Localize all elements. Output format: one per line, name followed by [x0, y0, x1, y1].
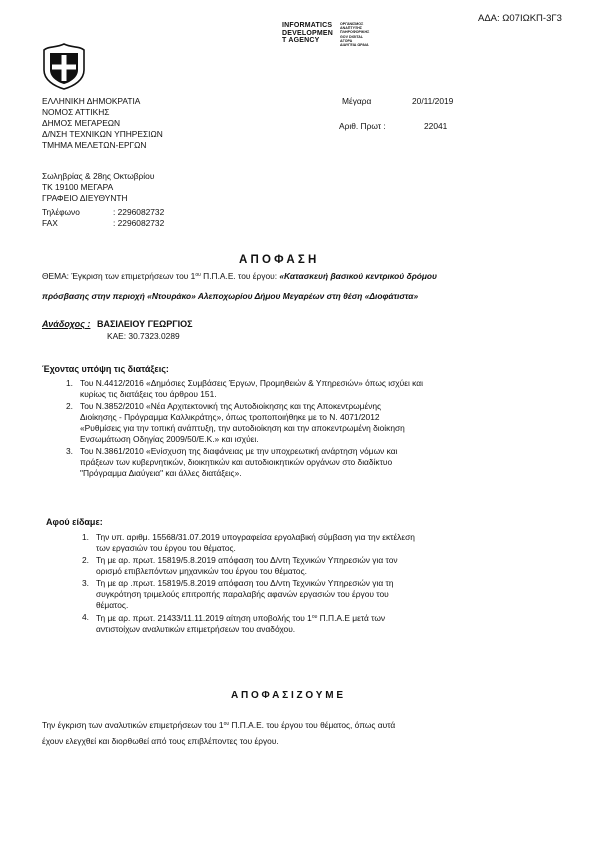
address-street: Σωληβρίας & 28ης Οκτωβρίου: [42, 171, 155, 181]
logo-small-4: GOV DIGITAL: [340, 34, 364, 39]
ada-number: ΑΔΑ: Ω07ΙΩΚΠ-3Γ3: [478, 13, 562, 24]
logo-line-3: T AGENCY: [282, 37, 320, 45]
subject-project-1: «Κατασκευή βασικού κεντρικού δρόμου: [279, 271, 437, 281]
provisions-heading: Έχοντας υπόψη τις διατάξεις:: [42, 364, 169, 374]
decision-sup: ου: [223, 721, 230, 727]
considering-text: θέματος.: [96, 600, 129, 610]
contractor-line: [42, 318, 193, 330]
decision-title: Α Π Ο Φ Α Σ Ι Ζ Ο Υ Μ Ε: [231, 690, 343, 701]
decision-line-1: [42, 719, 395, 731]
decision-pre: Την έγκριση των αναλυτικών επιμετρήσεων του 1: [42, 720, 224, 730]
considering-number: 4.: [82, 612, 89, 622]
fax-value: : 2296082732: [113, 218, 165, 228]
considering-list: [82, 532, 415, 635]
logo-small-5: ΑΓΟΡΑ: [340, 38, 353, 43]
logo-small-6: ΔΙΑΥΓΕΙΑ ΩΡΑΙΑ: [340, 43, 369, 48]
considering-number: 1.: [82, 532, 89, 542]
considering-text: Τη με αρ .πρωτ. 15819/5.8.2019 απόφαση του Δ/ντη Τεχνικών Υπηρεσιών για τη: [96, 578, 394, 588]
logo-line-1: INFORMATICS: [282, 22, 333, 29]
contractor-name: ΒΑΣΙΛΕΙΟΥ ΓΕΩΡΓΙΟΣ: [96, 319, 193, 329]
provisions-list: [66, 378, 423, 479]
considering-text-post: Π.Π.Α.Ε μετά των: [317, 613, 386, 623]
contractor-kae: ΚΑΕ: 30.7323.0289: [107, 331, 180, 341]
considering-text: Τη με αρ. πρωτ. 15819/5.8.2019 απόφαση του Δ/ντη Τεχνικών Υπηρεσιών για τον: [96, 555, 398, 565]
provision-text: πράξεων των κυβερνητικών, διοικητικών και αυτοδιοικητικών οργάνων στο διαδίκτυο: [80, 457, 393, 467]
subject-project-2: πρόσβασης στην περιοχή «Ντουράκο» Αλεποχωρίου Δήμου Μεγαρέων στη θέση «Διοφάτιστα»: [42, 291, 419, 301]
header-date: 20/11/2019: [412, 96, 454, 106]
decision-line-2: έχουν ελεγχθεί και διορθωθεί από τους επιβλέποντες του έργου.: [42, 736, 279, 746]
header-country: ΕΛΛΗΝΙΚΗ ΔΗΜΟΚΡΑΤΙΑ: [42, 96, 141, 106]
logo-small-3: ΠΛΗΡΟΦΟΡΙΚΗΣ: [340, 30, 370, 35]
considering-text: αντιστοίχων αναλυτικών επιμετρήσεων του αναδόχου.: [96, 624, 296, 634]
provision-text: Διοίκησης - Πρόγραμμα Καλλικράτης», όπως τροποποιήθηκε με το Ν. 4071/2012: [80, 412, 380, 422]
ida-logo: [282, 22, 370, 48]
subject-prefix: ΘΕΜΑ: Έγκριση των επιμετρήσεων του 1: [42, 271, 196, 281]
subject-sup: ου: [195, 272, 201, 278]
fax-label: FAX: [42, 218, 58, 228]
considering-sup: ου: [311, 614, 318, 620]
provision-number: 3.: [66, 446, 73, 456]
subject-middle: Π.Π.Α.Ε. του έργου:: [200, 271, 280, 281]
header-municipality: ΔΗΜΟΣ ΜΕΓΑΡΕΩΝ: [42, 118, 121, 128]
provision-text: «Ρυθμίσεις για την τοπική ανάπτυξη, την αυτοδιοίκηση και την αποκεντρωμένη διοίκηση: [80, 423, 405, 433]
provision-text: κυρίως τις διατάξεις του άρθρου 151.: [80, 389, 217, 399]
provision-item-1: [66, 378, 423, 400]
considering-item-3: [82, 578, 415, 611]
logo-small-2: ΑΝΑΠΤΥΞΗΣ: [340, 26, 363, 31]
logo-small-1: ΟΡΓΑΝΙΣΜΟΣ: [340, 22, 364, 26]
phone-value: : 2296082732: [113, 207, 165, 217]
protocol-number: 22041: [424, 121, 448, 131]
header-place: Μέγαρα: [342, 96, 372, 106]
phone-label: Τηλέφωνο: [42, 207, 80, 217]
header-directorate: Δ/ΝΣΗ ΤΕΧΝΙΚΩΝ ΥΠΗΡΕΣΙΩΝ: [42, 129, 163, 139]
provision-text: Του Ν.3852/2010 «Νέα Αρχιτεκτονική της Αυτοδιοίκησης και της Αποκεντρωμένης: [80, 401, 382, 411]
provision-text: "Πρόγραμμα Διαύγεια" και άλλες διατάξεις».: [80, 468, 242, 478]
address-office: ΓΡΑΦΕΙΟ ΔΙΕΥΘΥΝΤΗ: [42, 193, 128, 203]
considering-text: ορισμό επιβλεπόντων μηχανικών του έργου του θέματος.: [96, 566, 307, 576]
decision-post: Π.Π.Α.Ε. του έργου του θέματος, όπως αυτά: [229, 720, 396, 730]
logo-line-2: DEVELOPMEN: [282, 29, 334, 37]
considering-number: 3.: [82, 578, 89, 588]
considering-text-pre: Τη με αρ. πρωτ. 21433/11.11.2019 αίτηση υποβολής του 1: [96, 613, 312, 623]
considering-text: συγκρότηση τριμελούς επιτροπής παραλαβής αφανών εργασιών του έργου του: [96, 589, 389, 599]
subject-line-1: [42, 270, 437, 282]
considering-text: [96, 612, 415, 624]
header-prefecture: ΝΟΜΟΣ ΑΤΤΙΚΗΣ: [42, 107, 110, 117]
provision-text: Ενσωμάτωση Οδηγίας 2009/50/Ε.Κ.» και ισχύει.: [80, 434, 259, 444]
greek-emblem-icon: [42, 42, 86, 90]
provision-text: Του Ν.4412/2016 «Δημόσιες Συμβάσεις Έργων, Προμηθειών & Υπηρεσιών» όπως ισχύει και: [80, 378, 423, 388]
considering-text: των εργασιών του έργου του θέματος.: [96, 543, 236, 553]
document-title: Α Π Ο Φ Α Σ Η: [239, 254, 317, 266]
considering-item-2: [82, 555, 415, 577]
provision-item-3: [66, 446, 423, 479]
considering-item-4: [82, 612, 415, 635]
considering-text: Την υπ. αριθμ. 15568/31.07.2019 υπογραφείσα εργολαβική σύμβαση για την εκτέλεση: [96, 532, 415, 542]
provision-number: 2.: [66, 401, 73, 411]
contractor-label: Ανάδοχος :: [42, 319, 91, 329]
considering-item-1: [82, 532, 415, 554]
header-department: ΤΜΗΜΑ ΜΕΛΕΤΩΝ-ΕΡΓΩΝ: [42, 140, 147, 150]
provision-number: 1.: [66, 378, 73, 388]
address-postal: ΤΚ 19100 ΜΕΓΑΡΑ: [42, 182, 114, 192]
considering-number: 2.: [82, 555, 89, 565]
provision-item-2: [66, 401, 423, 445]
provision-text: Του Ν.3861/2010 «Ενίσχυση της διαφάνειας με την υποχρεωτική ανάρτηση νόμων και: [80, 446, 398, 456]
considering-heading: Αφού είδαμε:: [46, 517, 103, 527]
protocol-label: Αριθ. Πρωτ :: [339, 121, 386, 131]
